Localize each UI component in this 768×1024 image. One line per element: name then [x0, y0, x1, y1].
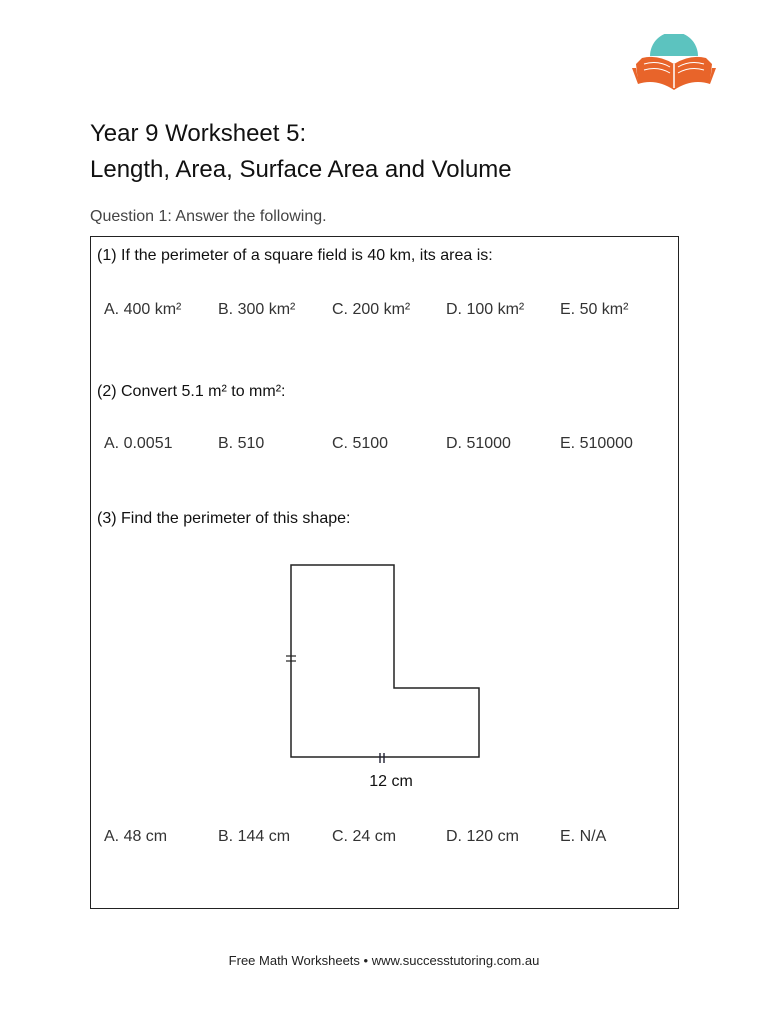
bottom-side-tick-marks — [380, 753, 384, 763]
l-shape-outline — [291, 565, 479, 757]
q1-option-d: D. 100 km² — [446, 301, 525, 318]
question-3-prompt: (3) Find the perimeter of this shape: — [97, 510, 351, 527]
q2-option-d: D. 51000 — [446, 435, 511, 452]
q3-option-c: C. 24 cm — [332, 828, 397, 845]
q1-option-c: C. 200 km² — [332, 301, 411, 318]
q2-option-a: A. 0.0051 — [104, 435, 173, 452]
q2-option-c: C. 5100 — [332, 435, 389, 452]
question-2-prompt: (2) Convert 5.1 m² to mm²: — [97, 383, 286, 400]
question-box — [90, 236, 679, 909]
footer-text: Free Math Worksheets • www.successtutoring.com.au — [228, 953, 540, 968]
q1-option-a: A. 400 km² — [104, 301, 182, 318]
worksheet-title — [90, 116, 512, 188]
q1-option-b: B. 300 km² — [218, 301, 296, 318]
book-logo-icon — [628, 34, 720, 94]
bottom-length-label: 12 cm — [369, 773, 413, 790]
q3-option-e: E. N/A — [560, 828, 607, 845]
q2-option-e: E. 510000 — [560, 435, 633, 452]
question-heading: Question 1: Answer the following. — [90, 208, 327, 225]
l-shape-diagram — [271, 557, 491, 797]
q3-option-d: D. 120 cm — [446, 828, 519, 845]
q3-option-a: A. 48 cm — [104, 828, 168, 845]
question-1-prompt: (1) If the perimeter of a square field is 40 km, its area is: — [97, 247, 493, 264]
title-line-1: Year 9 Worksheet 5: — [90, 120, 307, 147]
q1-option-e: E. 50 km² — [560, 301, 629, 318]
q3-option-b: B. 144 cm — [218, 828, 291, 845]
q2-option-b: B. 510 — [218, 435, 265, 452]
title-line-2: Length, Area, Surface Area and Volume — [90, 156, 512, 183]
